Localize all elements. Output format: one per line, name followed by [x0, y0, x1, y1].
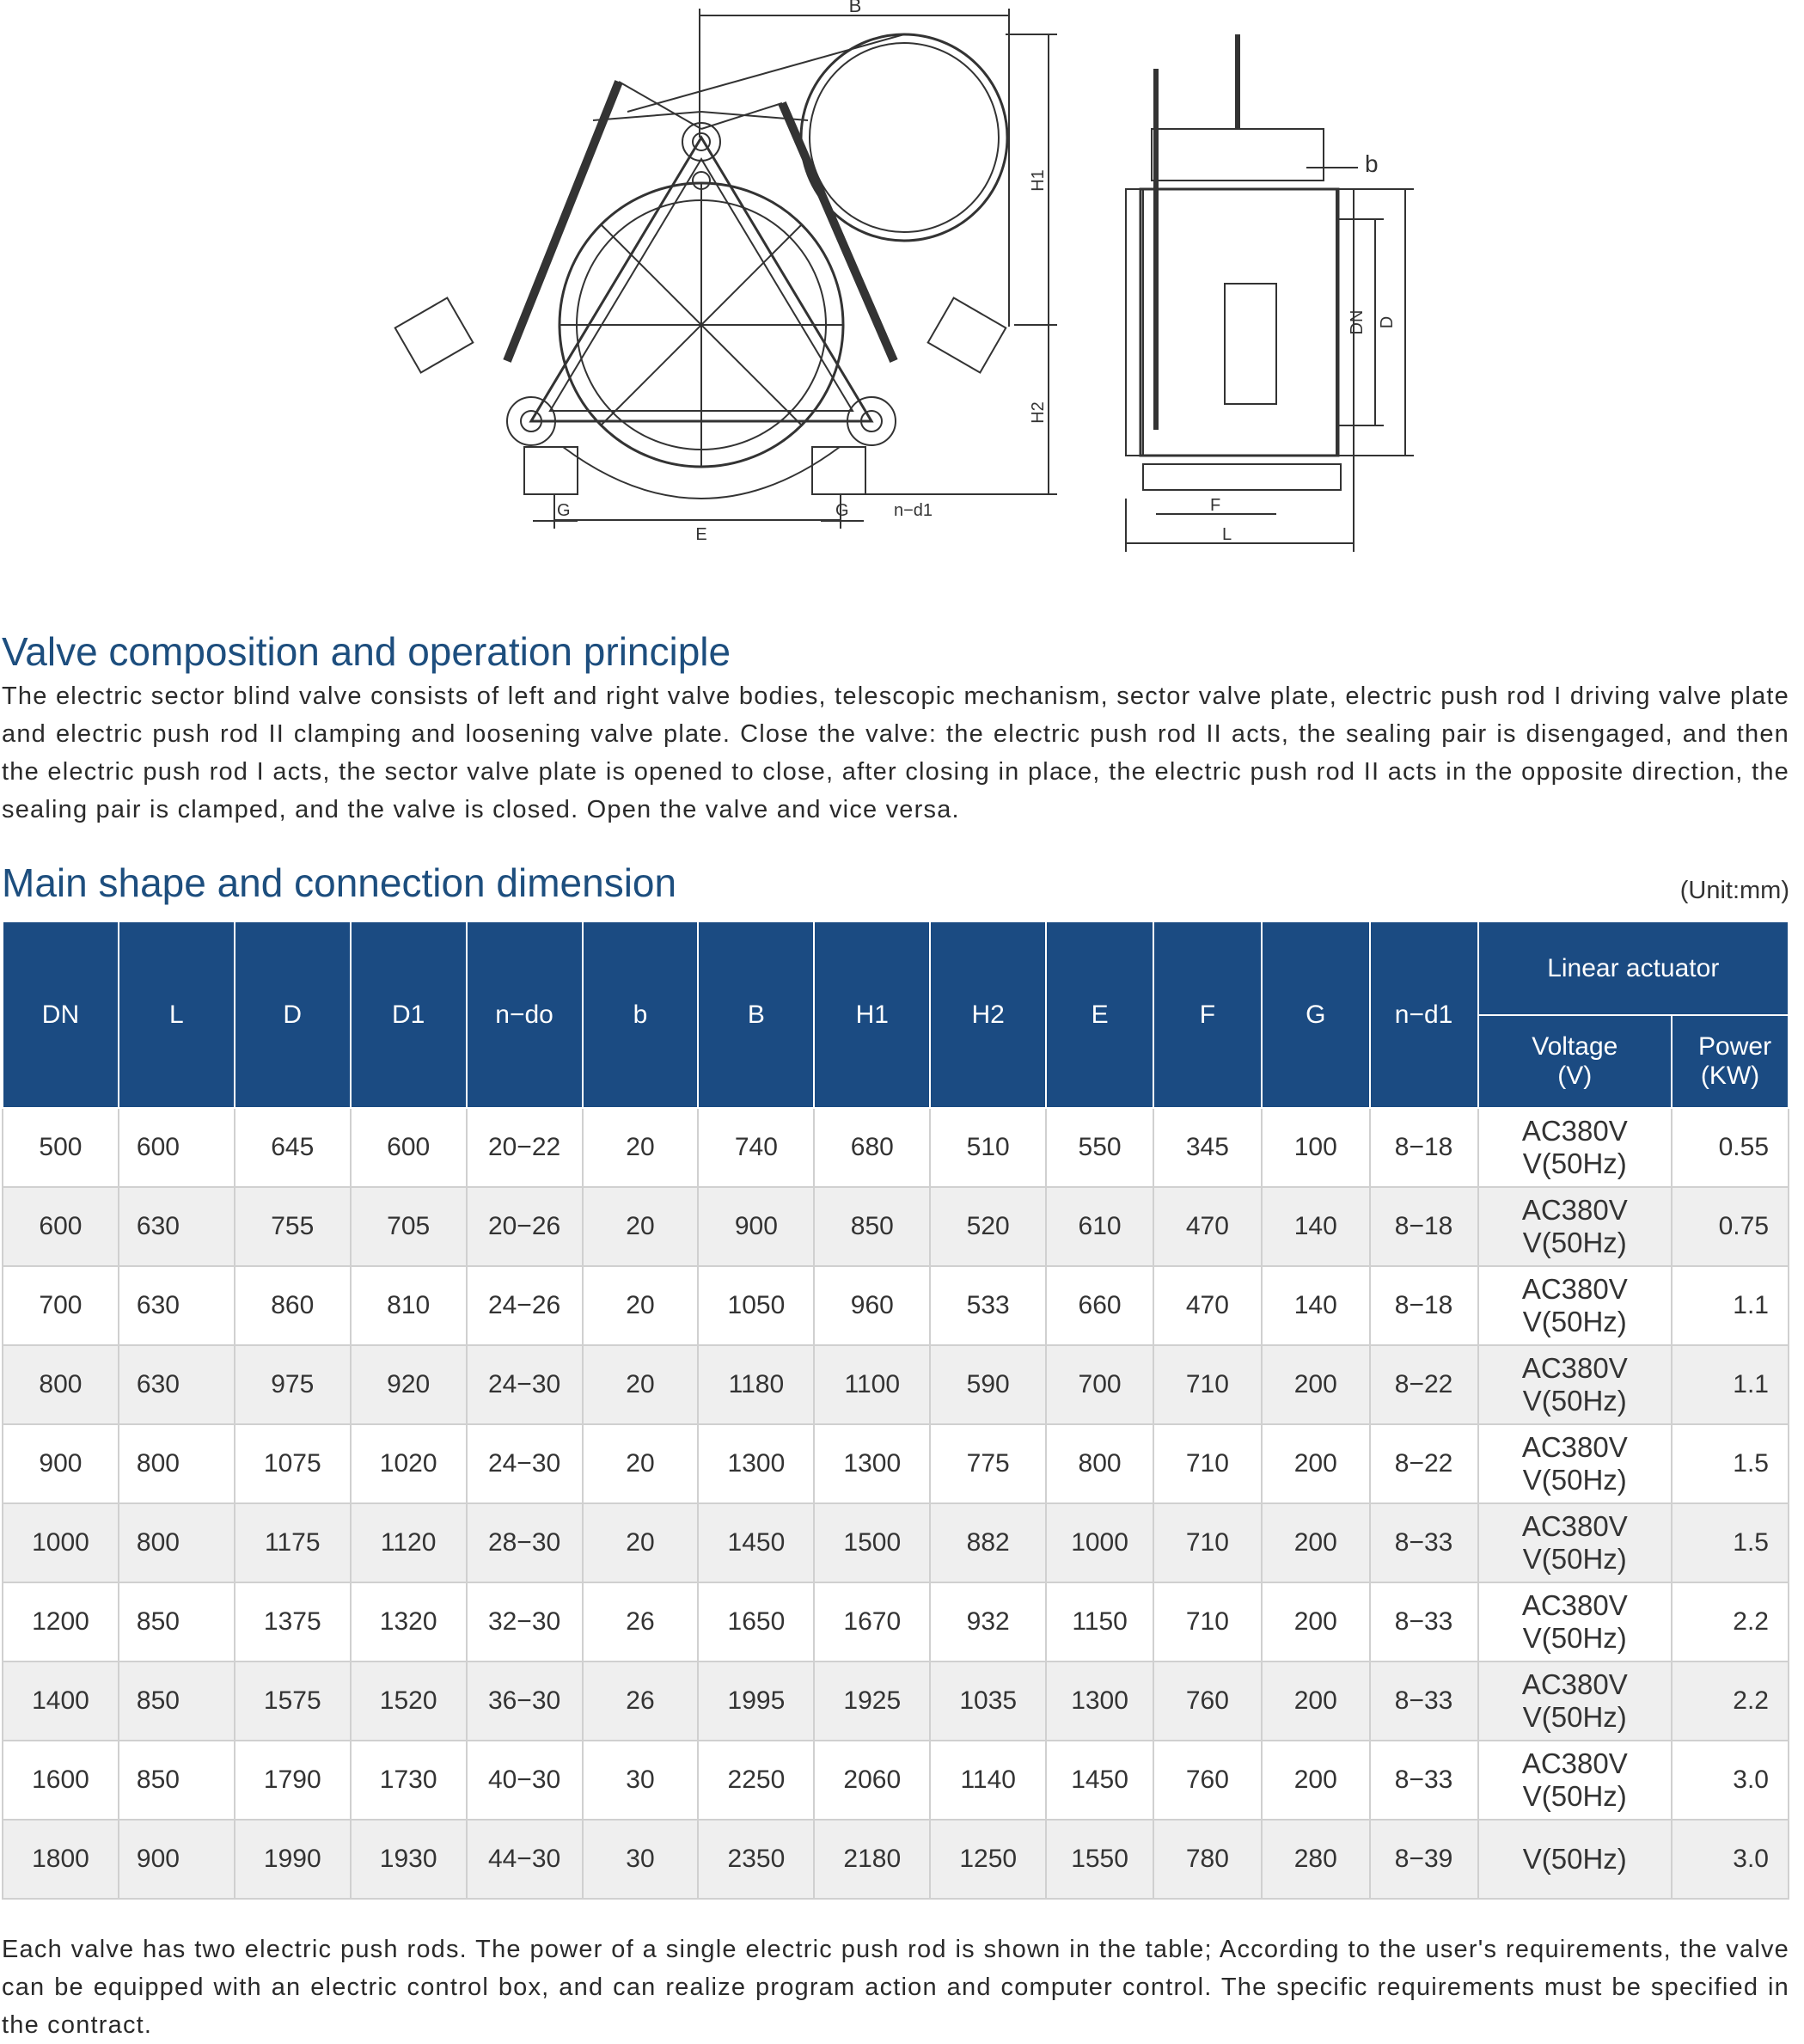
dimension-table	[2, 921, 1789, 1900]
drawing-svg	[378, 0, 1444, 559]
cell-b-small: 20	[583, 1108, 699, 1187]
label-H1: H1	[1029, 169, 1048, 192]
cell-n-do: 24−30	[467, 1424, 583, 1503]
cell-l: 900	[119, 1820, 235, 1899]
cell-h2: 882	[930, 1503, 1046, 1582]
col-H2: H2	[930, 921, 1046, 1108]
cell-e: 1300	[1046, 1662, 1153, 1741]
cell-power: 2.2	[1672, 1582, 1789, 1662]
composition-title: Valve composition and operation principle	[2, 629, 731, 674]
cell-l: 850	[119, 1741, 235, 1820]
cell-f: 780	[1153, 1820, 1262, 1899]
cell-d: 1575	[235, 1662, 351, 1741]
cell-b-small: 20	[583, 1266, 699, 1345]
cell-b-large: 2250	[698, 1741, 814, 1820]
cell-d: 1990	[235, 1820, 351, 1899]
cell-n-d1: 8−33	[1370, 1662, 1478, 1741]
table-row	[3, 1662, 1789, 1741]
col-H1: H1	[814, 921, 930, 1108]
cell-g: 140	[1262, 1266, 1370, 1345]
cell-g: 200	[1262, 1345, 1370, 1424]
label-G-left: G	[557, 501, 571, 520]
cell-d1: 1930	[351, 1820, 467, 1899]
cell-l: 630	[119, 1266, 235, 1345]
label-n-d1: n−d1	[894, 501, 933, 520]
cell-dn: 1400	[3, 1662, 119, 1741]
cell-n-d1: 8−18	[1370, 1187, 1478, 1266]
label-D: D	[1378, 315, 1397, 329]
col-voltage: Voltage (V)	[1478, 1015, 1673, 1108]
cell-power: 2.2	[1672, 1662, 1789, 1741]
cell-e: 1450	[1046, 1741, 1153, 1820]
cell-g: 100	[1262, 1108, 1370, 1187]
cell-h2: 932	[930, 1582, 1046, 1662]
cell-n-do: 20−26	[467, 1187, 583, 1266]
cell-g: 280	[1262, 1820, 1370, 1899]
cell-dn: 900	[3, 1424, 119, 1503]
table-row	[3, 1741, 1789, 1820]
col-linear-actuator: Linear actuator	[1478, 921, 1789, 1015]
label-DN: DN	[1348, 309, 1367, 335]
table-row	[3, 1345, 1789, 1424]
cell-g: 140	[1262, 1187, 1370, 1266]
label-E: E	[695, 525, 707, 544]
cell-e: 700	[1046, 1345, 1153, 1424]
cell-n-do: 20−22	[467, 1108, 583, 1187]
cell-b-large: 1300	[698, 1424, 814, 1503]
cell-f: 710	[1153, 1503, 1262, 1582]
table-body	[3, 1108, 1789, 1899]
cell-voltage: V(50Hz)	[1478, 1820, 1673, 1899]
cell-h1: 1300	[814, 1424, 930, 1503]
cell-d1: 1120	[351, 1503, 467, 1582]
cell-b-large: 1995	[698, 1662, 814, 1741]
cell-dn: 1000	[3, 1503, 119, 1582]
cell-b-small: 26	[583, 1662, 699, 1741]
cell-n-do: 28−30	[467, 1503, 583, 1582]
cell-b-small: 20	[583, 1187, 699, 1266]
dimension-title: Main shape and connection dimension	[2, 860, 677, 905]
cell-d1: 705	[351, 1187, 467, 1266]
cell-dn: 700	[3, 1266, 119, 1345]
cell-voltage: AC380V V(50Hz)	[1478, 1187, 1673, 1266]
cell-d: 755	[235, 1187, 351, 1266]
cell-n-do: 40−30	[467, 1741, 583, 1820]
cell-voltage: AC380V V(50Hz)	[1478, 1503, 1673, 1582]
cell-g: 200	[1262, 1582, 1370, 1662]
cell-b-large: 1180	[698, 1345, 814, 1424]
cell-l: 800	[119, 1503, 235, 1582]
cell-e: 1150	[1046, 1582, 1153, 1662]
table-row	[3, 1820, 1789, 1899]
cell-l: 800	[119, 1424, 235, 1503]
cell-power: 0.55	[1672, 1108, 1789, 1187]
col-F: F	[1153, 921, 1262, 1108]
cell-h2: 1140	[930, 1741, 1046, 1820]
cell-b-small: 20	[583, 1424, 699, 1503]
cell-e: 1550	[1046, 1820, 1153, 1899]
cell-voltage: AC380V V(50Hz)	[1478, 1345, 1673, 1424]
table-row	[3, 1424, 1789, 1503]
cell-power: 1.1	[1672, 1345, 1789, 1424]
cell-power: 1.5	[1672, 1424, 1789, 1503]
table-row	[3, 1582, 1789, 1662]
cell-d: 1375	[235, 1582, 351, 1662]
col-b: b	[583, 921, 699, 1108]
cell-d1: 600	[351, 1108, 467, 1187]
cell-l: 850	[119, 1662, 235, 1741]
cell-h1: 2060	[814, 1741, 930, 1820]
cell-h1: 1670	[814, 1582, 930, 1662]
cell-voltage: AC380V V(50Hz)	[1478, 1108, 1673, 1187]
cell-b-large: 740	[698, 1108, 814, 1187]
cell-dn: 1800	[3, 1820, 119, 1899]
cell-d: 1075	[235, 1424, 351, 1503]
cell-l: 630	[119, 1345, 235, 1424]
composition-paragraph: The electric sector blind valve consists of left and right valve bodies, telescopic mechanism, sector valve plate, electric push rod I driving valve plate and electric push rod II clamping and loosening valve plate. Close the valve: the electric push rod II acts, the sealing pair is disengaged, and then the electric push rod I acts, the sector valve plate is opened to close, after closing in place, the electric push rod II acts in the opposite direction, the sealing pair is clamped, and the valve is closed. Open the valve and vice versa.	[2, 682, 1789, 823]
table-row	[3, 1266, 1789, 1345]
cell-n-do: 24−30	[467, 1345, 583, 1424]
cell-e: 660	[1046, 1266, 1153, 1345]
cell-f: 345	[1153, 1108, 1262, 1187]
cell-d1: 1520	[351, 1662, 467, 1741]
cell-n-do: 24−26	[467, 1266, 583, 1345]
cell-h2: 510	[930, 1108, 1046, 1187]
col-D1: D1	[351, 921, 467, 1108]
table-row	[3, 1108, 1789, 1187]
cell-h2: 533	[930, 1266, 1046, 1345]
cell-f: 710	[1153, 1345, 1262, 1424]
cell-h1: 850	[814, 1187, 930, 1266]
cell-h1: 1100	[814, 1345, 930, 1424]
note-paragraph: Each valve has two electric push rods. The power of a single electric push rod is shown in the table; According to the user's requirements, the valve can be equipped with an electric control box, and can realize program action and computer control. The specific requirements must be specified in the contract.	[2, 1936, 1789, 2039]
cell-d: 860	[235, 1266, 351, 1345]
cell-n-d1: 8−18	[1370, 1266, 1478, 1345]
cell-f: 470	[1153, 1266, 1262, 1345]
cell-b-large: 1050	[698, 1266, 814, 1345]
cell-dn: 600	[3, 1187, 119, 1266]
table-row	[3, 1187, 1789, 1266]
cell-g: 200	[1262, 1662, 1370, 1741]
col-n-do: n−do	[467, 921, 583, 1108]
cell-h1: 1500	[814, 1503, 930, 1582]
cell-b-large: 1650	[698, 1582, 814, 1662]
cell-g: 200	[1262, 1503, 1370, 1582]
cell-d: 1790	[235, 1741, 351, 1820]
label-F: F	[1210, 496, 1221, 515]
unit-label: (Unit:mm)	[1679, 877, 1789, 904]
cell-voltage: AC380V V(50Hz)	[1478, 1741, 1673, 1820]
label-B: B	[848, 0, 862, 16]
cell-power: 3.0	[1672, 1741, 1789, 1820]
cell-e: 610	[1046, 1187, 1153, 1266]
cell-b-small: 30	[583, 1820, 699, 1899]
cell-d: 645	[235, 1108, 351, 1187]
cell-h1: 1925	[814, 1662, 930, 1741]
col-G: G	[1262, 921, 1370, 1108]
cell-h1: 680	[814, 1108, 930, 1187]
cell-l: 600	[119, 1108, 235, 1187]
cell-d1: 810	[351, 1266, 467, 1345]
col-power: Power (KW)	[1672, 1015, 1789, 1108]
cell-e: 800	[1046, 1424, 1153, 1503]
cell-dn: 500	[3, 1108, 119, 1187]
cell-n-d1: 8−39	[1370, 1820, 1478, 1899]
col-L: L	[119, 921, 235, 1108]
col-D: D	[235, 921, 351, 1108]
cell-power: 1.5	[1672, 1503, 1789, 1582]
cell-f: 760	[1153, 1741, 1262, 1820]
col-E: E	[1046, 921, 1153, 1108]
label-G-right: G	[835, 501, 849, 520]
cell-b-small: 20	[583, 1345, 699, 1424]
cell-b-large: 900	[698, 1187, 814, 1266]
cell-g: 200	[1262, 1741, 1370, 1820]
col-B: B	[698, 921, 814, 1108]
cell-n-do: 44−30	[467, 1820, 583, 1899]
cell-f: 710	[1153, 1424, 1262, 1503]
cell-voltage: AC380V V(50Hz)	[1478, 1266, 1673, 1345]
cell-d: 1175	[235, 1503, 351, 1582]
cell-n-d1: 8−33	[1370, 1582, 1478, 1662]
cell-dn: 1600	[3, 1741, 119, 1820]
table-header	[3, 921, 1789, 1108]
cell-n-d1: 8−18	[1370, 1108, 1478, 1187]
label-H2: H2	[1029, 401, 1048, 424]
cell-n-d1: 8−33	[1370, 1503, 1478, 1582]
cell-l: 850	[119, 1582, 235, 1662]
cell-d: 975	[235, 1345, 351, 1424]
cell-f: 470	[1153, 1187, 1262, 1266]
cell-e: 1000	[1046, 1503, 1153, 1582]
cell-b-small: 26	[583, 1582, 699, 1662]
cell-h2: 590	[930, 1345, 1046, 1424]
col-n-d1: n−d1	[1370, 921, 1478, 1108]
cell-voltage: AC380V V(50Hz)	[1478, 1424, 1673, 1503]
cell-b-small: 30	[583, 1741, 699, 1820]
cell-f: 760	[1153, 1662, 1262, 1741]
cell-power: 0.75	[1672, 1187, 1789, 1266]
cell-n-d1: 8−33	[1370, 1741, 1478, 1820]
cell-h2: 1035	[930, 1662, 1046, 1741]
cell-b-small: 20	[583, 1503, 699, 1582]
cell-dn: 1200	[3, 1582, 119, 1662]
cell-power: 1.1	[1672, 1266, 1789, 1345]
cell-d1: 1730	[351, 1741, 467, 1820]
cell-f: 710	[1153, 1582, 1262, 1662]
cell-h1: 960	[814, 1266, 930, 1345]
cell-b-large: 2350	[698, 1820, 814, 1899]
cell-d1: 920	[351, 1345, 467, 1424]
cell-h2: 1250	[930, 1820, 1046, 1899]
label-b: b	[1365, 150, 1379, 177]
cell-n-d1: 8−22	[1370, 1424, 1478, 1503]
cell-b-large: 1450	[698, 1503, 814, 1582]
cell-g: 200	[1262, 1424, 1370, 1503]
cell-e: 550	[1046, 1108, 1153, 1187]
cell-voltage: AC380V V(50Hz)	[1478, 1662, 1673, 1741]
cell-voltage: AC380V V(50Hz)	[1478, 1582, 1673, 1662]
cell-power: 3.0	[1672, 1820, 1789, 1899]
cell-n-do: 36−30	[467, 1662, 583, 1741]
table-row	[3, 1503, 1789, 1582]
valve-technical-drawing	[378, 0, 1444, 559]
cell-n-do: 32−30	[467, 1582, 583, 1662]
cell-d1: 1320	[351, 1582, 467, 1662]
cell-h2: 775	[930, 1424, 1046, 1503]
col-DN: DN	[3, 921, 119, 1108]
cell-h2: 520	[930, 1187, 1046, 1266]
cell-n-d1: 8−22	[1370, 1345, 1478, 1424]
cell-d1: 1020	[351, 1424, 467, 1503]
cell-h1: 2180	[814, 1820, 930, 1899]
label-L: L	[1222, 525, 1232, 544]
cell-dn: 800	[3, 1345, 119, 1424]
cell-l: 630	[119, 1187, 235, 1266]
